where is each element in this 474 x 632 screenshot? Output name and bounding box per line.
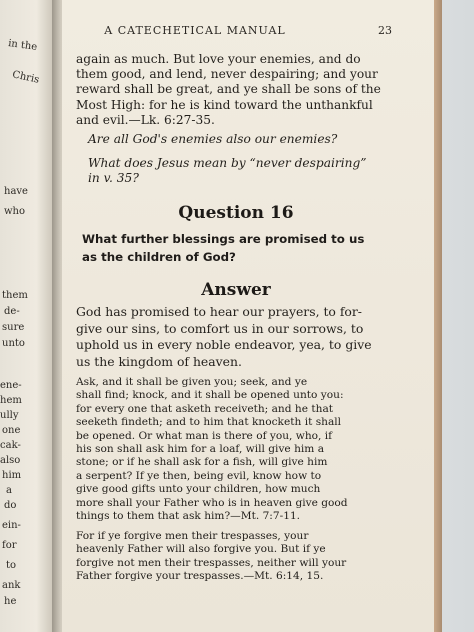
left-page-fragment: unto	[2, 338, 25, 349]
discussion-question: Are all God's enemies also our enemies?	[88, 132, 338, 146]
left-page-fragment: hem	[0, 395, 22, 406]
answer-paragraph: God has promised to hear our prayers, to for- give our sins, to comfort us in our sorrows, to uphold us in every noble endeavor, yea, to give us the kingdom of heaven.	[76, 304, 372, 369]
left-page-fragment: have	[4, 186, 28, 197]
left-page-fragment: who	[4, 206, 26, 217]
left-page-fragment: in the	[7, 38, 38, 53]
left-page-fragment: to	[6, 560, 17, 571]
left-page-fragment: cak-	[0, 440, 21, 451]
left-page-fragment: a	[6, 485, 12, 496]
left-page-fragment: ein-	[2, 520, 21, 531]
left-page-fragment: one	[2, 425, 21, 436]
left-page-fragment: sure	[2, 322, 25, 333]
left-page-fragment: ank	[2, 580, 21, 591]
left-page-fragment: him	[2, 470, 22, 481]
question-heading: Question 16	[178, 203, 294, 223]
left-page-fragment: also	[0, 455, 21, 466]
left-page-fragment: Chris	[11, 69, 41, 86]
scripture-passage: Ask, and it shall be given you; seek, and ye shall find; knock, and it shall be opened unto you: for every one that asketh receiveth; and he that seeketh findeth; and to him that knocketh it shall be opened. Or what man is there of you, who, if his son shall ask him for a loaf, will give him a stone; or if he shall ask for a fish, will give him a serpent? If ye then, being evil, know how to give good gifts unto your children, how much more shall your Father who is in heaven give good things to them that ask him?—Mt. 7:7-11.	[76, 376, 348, 523]
page-edge	[434, 0, 442, 632]
left-page-fragment: ully	[0, 410, 19, 421]
question-prompt: What further blessings are promised to us as the children of God?	[82, 232, 365, 264]
page-number: 23	[378, 24, 392, 37]
left-page-fragment: them	[2, 290, 28, 301]
left-page-fragment: for	[2, 540, 17, 551]
left-page-fragment: do	[4, 500, 17, 511]
left-page-fragment: he	[4, 596, 17, 607]
running-head: A CATECHETICAL MANUAL	[104, 24, 286, 37]
continuation-paragraph: again as much. But love your enemies, and do them good, and lend, never despairing; and your reward shall be great, and ye shall be sons of the Most High: for he is kind toward the unthankful and evil.—Lk. 6:27-35.	[76, 52, 381, 127]
facing-page	[0, 0, 52, 632]
left-page-fragment: de-	[4, 306, 20, 317]
scripture-passage: For if ye forgive men their trespasses, your heavenly Father will also forgive you. But if ye forgive not men their trespasses, neither will your Father forgive your trespasses.—Mt. 6:14, 15.	[76, 530, 347, 583]
left-page-fragment: ene-	[0, 380, 22, 391]
answer-heading: Answer	[201, 280, 271, 300]
book-spine	[52, 0, 62, 632]
discussion-question: What does Jesus mean by “never despairing” in v. 35?	[88, 156, 367, 186]
